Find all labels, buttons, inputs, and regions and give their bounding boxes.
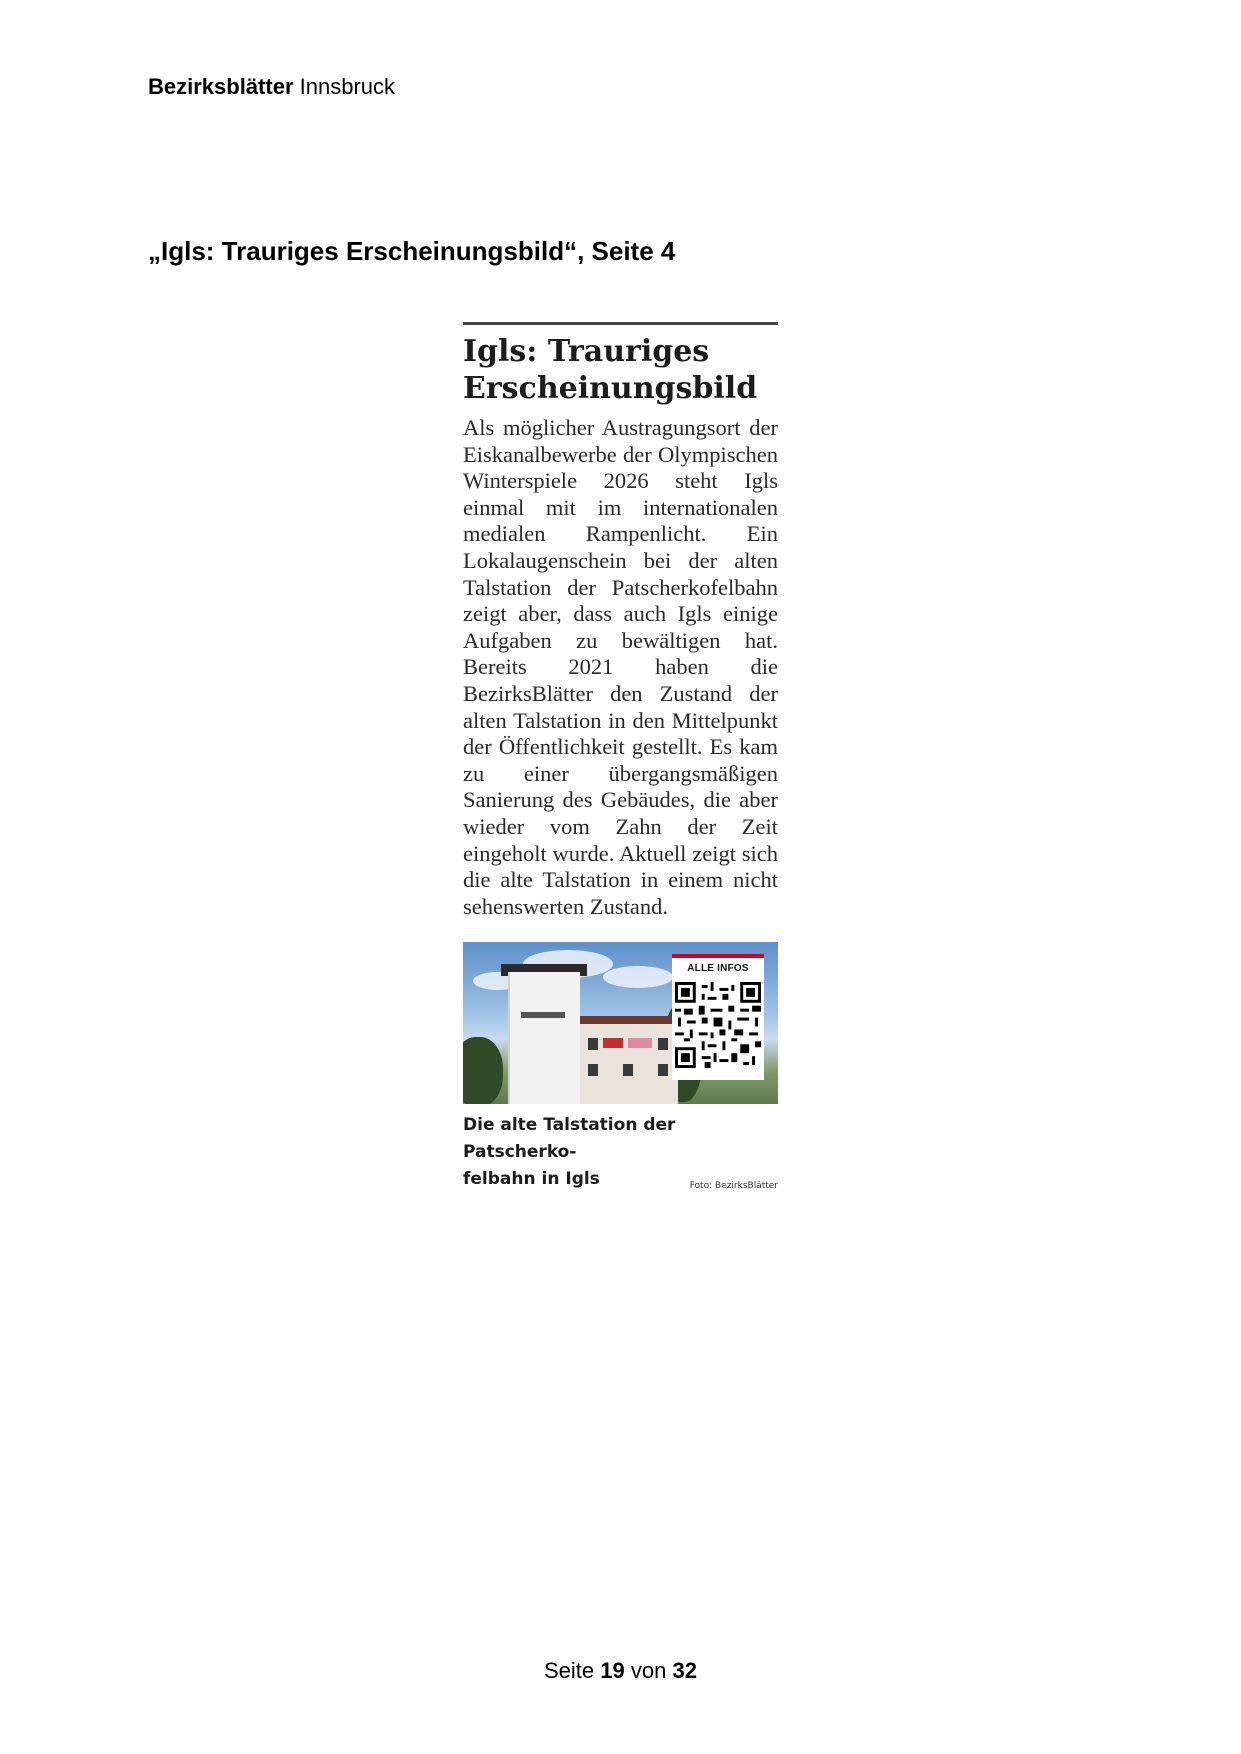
top-rule	[463, 322, 778, 325]
qr-code-icon	[675, 982, 761, 1068]
article-reference-title: „Igls: Trauriges Erscheinungsbild“, Seite 4	[148, 236, 676, 266]
total-pages: 32	[672, 1658, 697, 1683]
photo-caption-block	[463, 1112, 778, 1193]
caption-line-1: Die alte Talstation der Patscherko-	[463, 1115, 676, 1163]
page-number-footer	[0, 1658, 1241, 1684]
qr-code-box[interactable]	[672, 954, 764, 1080]
qr-label: ALLE INFOS	[687, 963, 749, 975]
window	[588, 1038, 598, 1050]
publication-header	[148, 74, 395, 100]
red-sign	[603, 1038, 623, 1048]
photo-credit: Foto: BezirksBlätter	[689, 1181, 778, 1192]
headline-line-1: Igls: Trauriges	[463, 334, 710, 369]
window	[658, 1038, 668, 1050]
cloud	[603, 966, 673, 988]
publication-name: Bezirksblätter	[148, 74, 294, 99]
caption-line-2: felbahn in Igls	[463, 1169, 600, 1190]
footer-middle: von	[630, 1658, 667, 1683]
article-headline	[463, 333, 778, 407]
article-photo	[463, 942, 778, 1104]
current-page: 19	[600, 1658, 625, 1683]
tree	[463, 1037, 503, 1104]
window	[623, 1064, 633, 1076]
window	[658, 1064, 668, 1076]
tower-sign	[521, 1012, 565, 1018]
newspaper-clipping	[463, 322, 778, 1193]
article-body: Als möglicher Austragungsort der Eiskanalbewerbe der Olympischen Winterspiele 2026 steht Igls einmal mit im internationalen medialen Rampenlicht. Ein Lokalaugenschein bei der alten Talstation der Patscherkofelbahn zeigt aber, dass auch Igls einige Aufgaben zu bewältigen hat. Bereits 2021 haben die BezirksBlätter den Zustand der alten Talstation in den Mittelpunkt der Öffentlichkeit gestellt. Es kam zu einer übergangsmäßigen Sanierung des Gebäudes, die aber wieder vom Zahn der Zeit eingeholt wurde. Aktuell zeigt sich die alte Talstation in einem nicht sehenswerten Zustand.	[463, 415, 778, 919]
window	[588, 1064, 598, 1076]
publication-region: Innsbruck	[299, 74, 396, 99]
station-tower	[508, 972, 580, 1104]
headline-line-2: Erscheinungsbild	[463, 371, 758, 406]
footer-prefix: Seite	[544, 1658, 595, 1683]
pink-sign	[628, 1038, 652, 1048]
